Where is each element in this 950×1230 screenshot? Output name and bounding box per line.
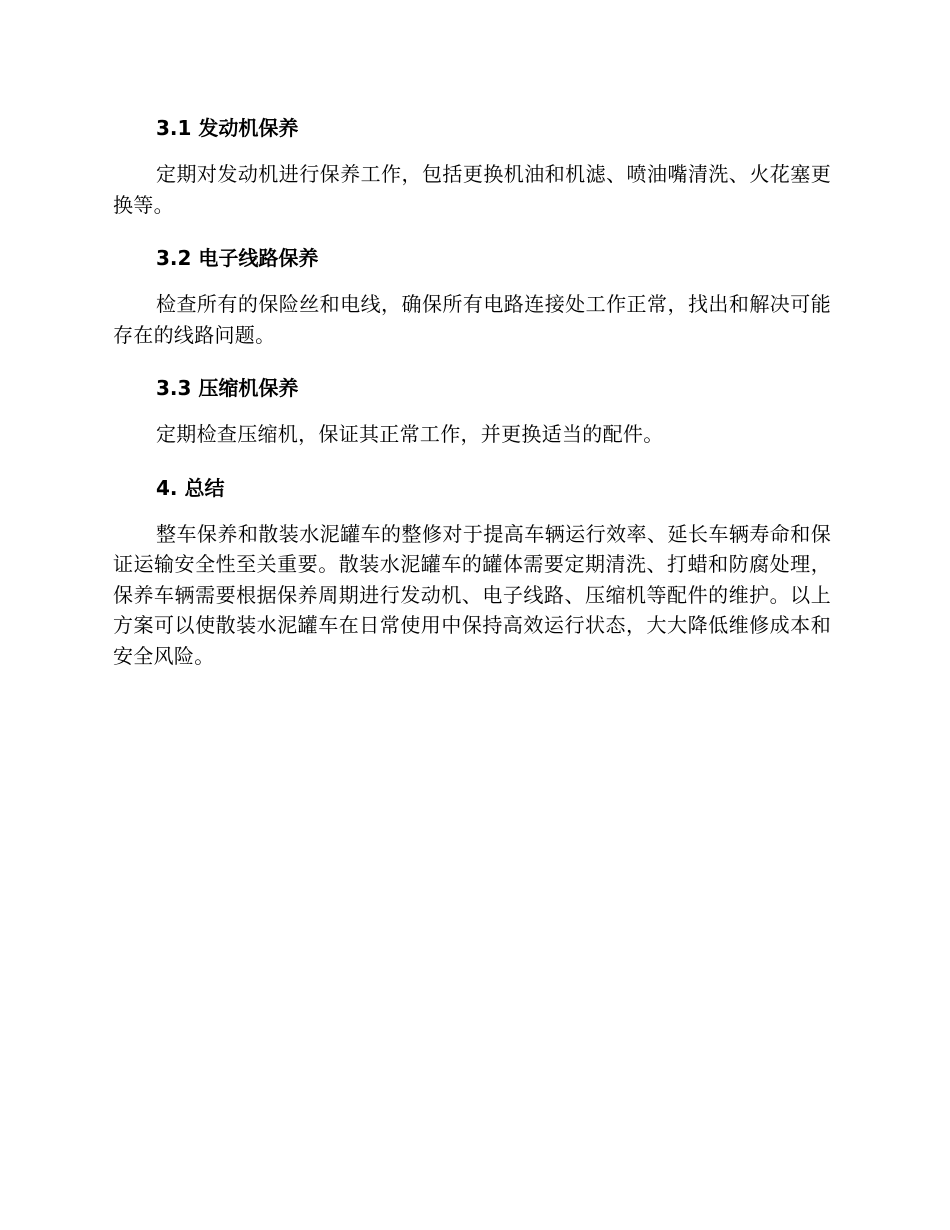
section-heading-summary: 4. 总结 [156, 475, 225, 500]
section-heading-engine: 3.1 发动机保养 [156, 116, 299, 140]
section-heading-compressor: 3.3 压缩机保养 [156, 376, 299, 400]
section-heading-electrical: 3.2 电子线路保养 [156, 246, 319, 270]
section-body-engine: 定期对发动机进行保养工作，包括更换机油和机滤、喷油嘴清洗、火花塞更换等。 [113, 162, 831, 217]
section-body-compressor: 定期检查压缩机，保证其正常工作，并更换适当的配件。 [156, 422, 664, 446]
document-content [113, 112, 831, 671]
section-body-summary: 整车保养和散装水泥罐车的整修对于提高车辆运行效率、延长车辆寿命和保证运输安全性至关重要。散装水泥罐车的罐体需要定期清洗、打蜡和防腐处理，保养车辆需要根据保养周期进行发动机、电子线路、压缩机等配件的维护。以上方案可以使散装水泥罐车在日常使用中保持高效运行状态，大大降低维修成本和安全风险。 [113, 521, 831, 668]
section-body-electrical: 检查所有的保险丝和电线，确保所有电路连接处工作正常，找出和解决可能存在的线路问题。 [113, 292, 831, 347]
